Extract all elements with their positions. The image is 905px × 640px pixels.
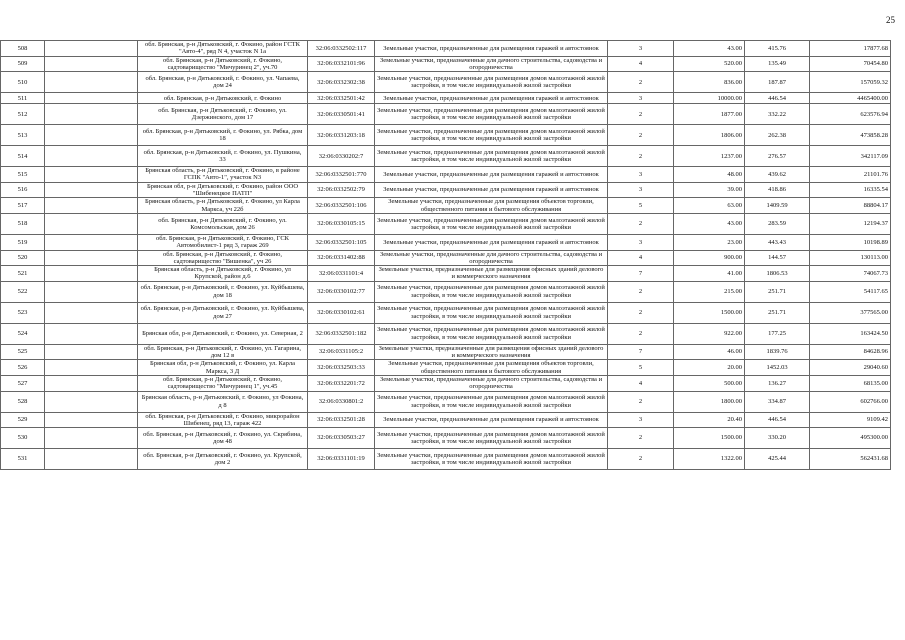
table-row: [1, 213, 891, 234]
cadastral-number-cell: 32:06:0332501:106: [308, 198, 375, 214]
area-cell: 1322.00: [674, 449, 745, 470]
specific-value-cell: 187.87: [745, 72, 810, 93]
land-use-cell: Земельные участки, предназначенные для размещения домов малоэтажной жилой застройки, в том числе индивидуальной жилой застройки: [375, 146, 608, 167]
cadastral-value-cell: 70454.80: [810, 56, 891, 72]
cadastral-number-cell: 32:06:0330102:77: [308, 281, 375, 302]
land-use-cell: Земельные участки, предназначенные для размещения объектов торговли, общественного питания и бытового обслуживания: [375, 198, 608, 214]
cadastral-value-cell: 54117.65: [810, 281, 891, 302]
address-cell: Брянская обл, р-н Дятьковский, г. Фокино, ул. Северная, 2: [138, 323, 308, 344]
group-cell: 2: [608, 213, 674, 234]
cadastral-number-cell: 32:06:0331105:2: [308, 344, 375, 360]
row-number: 528: [1, 391, 45, 412]
cadastral-number-cell: 32:06:0330202:7: [308, 146, 375, 167]
empty-cell: [45, 449, 138, 470]
cadastral-value-cell: 130113.00: [810, 250, 891, 266]
table-row: [1, 449, 891, 470]
cadastral-value-cell: 602766.00: [810, 391, 891, 412]
row-number: 521: [1, 266, 45, 282]
cadastral-value-cell: 74067.73: [810, 266, 891, 282]
specific-value-cell: 446.54: [745, 412, 810, 428]
specific-value-cell: 177.25: [745, 323, 810, 344]
group-cell: 2: [608, 449, 674, 470]
group-cell: 4: [608, 250, 674, 266]
table-row: [1, 182, 891, 198]
area-cell: 500.00: [674, 375, 745, 391]
address-cell: обл. Брянская, р-н Дятьковский, г. Фокино, район ГСТК "Авто-4", ряд N 4, участок N 1а: [138, 41, 308, 57]
area-cell: 20.00: [674, 360, 745, 376]
group-cell: 3: [608, 167, 674, 183]
area-cell: 836.00: [674, 72, 745, 93]
land-use-cell: Земельные участки, предназначенные для размещения гаражей и автостоянок: [375, 93, 608, 104]
land-use-cell: Земельные участки, предназначенные для размещения гаражей и автостоянок: [375, 167, 608, 183]
specific-value-cell: 136.27: [745, 375, 810, 391]
area-cell: 922.00: [674, 323, 745, 344]
cadastral-number-cell: 32:06:0332302:38: [308, 72, 375, 93]
specific-value-cell: 439.62: [745, 167, 810, 183]
land-use-cell: Земельные участки, предназначенные для размещения домов малоэтажной жилой застройки, в том числе индивидуальной жилой застройки: [375, 302, 608, 323]
specific-value-cell: 446.54: [745, 93, 810, 104]
group-cell: 3: [608, 41, 674, 57]
specific-value-cell: 330.20: [745, 428, 810, 449]
row-number: 525: [1, 344, 45, 360]
table-row: [1, 250, 891, 266]
group-cell: 3: [608, 93, 674, 104]
row-number: 513: [1, 125, 45, 146]
table-row: [1, 360, 891, 376]
row-number: 511: [1, 93, 45, 104]
address-cell: Брянская обл, р-н Дятьковский, г. Фокино, ул. Карла Маркса, 3 Д: [138, 360, 308, 376]
address-cell: Брянская область, р-н Дятьковский, г. Фокино, ул Крупской, район д.6: [138, 266, 308, 282]
address-cell: Брянская область, р-н Дятьковский, г. Фокино, ул Карла Маркса, уч 22б: [138, 198, 308, 214]
empty-cell: [45, 213, 138, 234]
specific-value-cell: 1452.03: [745, 360, 810, 376]
empty-cell: [45, 234, 138, 250]
cadastral-value-cell: 84628.96: [810, 344, 891, 360]
land-use-cell: Земельные участки, предназначенные для размещения домов малоэтажной жилой застройки, в том числе индивидуальной жилой застройки: [375, 391, 608, 412]
specific-value-cell: 135.49: [745, 56, 810, 72]
table-row: [1, 375, 891, 391]
specific-value-cell: 425.44: [745, 449, 810, 470]
land-use-cell: Земельные участки, предназначенные для размещения гаражей и автостоянок: [375, 182, 608, 198]
address-cell: обл. Брянская, р-н Дятьковский, г. Фокино, ул. Скрябина, дом 48: [138, 428, 308, 449]
address-cell: обл. Брянская, р-н Дятьковский, г. Фокино, ул. Крупской, дом 2: [138, 449, 308, 470]
cadastral-number-cell: 32:06:0331203:18: [308, 125, 375, 146]
cadastral-number-cell: 32:06:0332201:72: [308, 375, 375, 391]
cadastral-value-cell: 495300.00: [810, 428, 891, 449]
address-cell: Брянская обл, р-н Дятьковский, г. Фокино, район ООО "Шибенецкое ПАТП": [138, 182, 308, 198]
empty-cell: [45, 323, 138, 344]
cadastral-number-cell: 32:06:0332501:770: [308, 167, 375, 183]
specific-value-cell: 262.38: [745, 125, 810, 146]
cadastral-value-cell: 12194.37: [810, 213, 891, 234]
table-row: [1, 198, 891, 214]
specific-value-cell: 1839.76: [745, 344, 810, 360]
specific-value-cell: 334.87: [745, 391, 810, 412]
cadastral-number-cell: 32:06:0330503:27: [308, 428, 375, 449]
area-cell: 520.00: [674, 56, 745, 72]
cadastral-value-cell: 4465400.00: [810, 93, 891, 104]
page-number: 25: [886, 15, 895, 25]
table-row: [1, 344, 891, 360]
land-use-cell: Земельные участки, предназначенные для размещения домов малоэтажной жилой застройки, в том числе индивидуальной жилой застройки: [375, 281, 608, 302]
land-use-cell: Земельные участки, предназначенные для размещения гаражей и автостоянок: [375, 412, 608, 428]
empty-cell: [45, 182, 138, 198]
table-row: [1, 72, 891, 93]
table-row: [1, 391, 891, 412]
land-use-cell: Земельные участки, предназначенные для размещения домов малоэтажной жилой застройки, в том числе индивидуальной жилой застройки: [375, 323, 608, 344]
address-cell: обл. Брянская, р-н Дятьковский, г. Фокино, микрорайон Шибенец, ряд 13, гараж 422: [138, 412, 308, 428]
row-number: 526: [1, 360, 45, 376]
empty-cell: [45, 167, 138, 183]
group-cell: 5: [608, 198, 674, 214]
specific-value-cell: 283.59: [745, 213, 810, 234]
area-cell: 1806.00: [674, 125, 745, 146]
land-use-cell: Земельные участки, предназначенные для размещения домов малоэтажной жилой застройки, в том числе индивидуальной жилой застройки: [375, 428, 608, 449]
cadastral-value-cell: 88804.17: [810, 198, 891, 214]
group-cell: 4: [608, 56, 674, 72]
cadastral-value-cell: 29040.60: [810, 360, 891, 376]
land-use-cell: Земельные участки, предназначенные для размещения домов малоэтажной жилой застройки, в том числе индивидуальной жилой застройки: [375, 449, 608, 470]
area-cell: 46.00: [674, 344, 745, 360]
address-cell: обл. Брянская, р-н Дятьковский, г. Фокино, садтоварищество "Вишенка", уч 26: [138, 250, 308, 266]
specific-value-cell: 1409.59: [745, 198, 810, 214]
area-cell: 215.00: [674, 281, 745, 302]
specific-value-cell: 443.43: [745, 234, 810, 250]
row-number: 512: [1, 104, 45, 125]
empty-cell: [45, 344, 138, 360]
row-number: 515: [1, 167, 45, 183]
row-number: 519: [1, 234, 45, 250]
specific-value-cell: 332.22: [745, 104, 810, 125]
cadastral-value-cell: 623576.94: [810, 104, 891, 125]
land-use-cell: Земельные участки, предназначенные для дачного строительства, садоводства и огородничества: [375, 250, 608, 266]
table-row: [1, 428, 891, 449]
cadastral-number-cell: 32:06:0332501:182: [308, 323, 375, 344]
row-number: 530: [1, 428, 45, 449]
group-cell: 5: [608, 360, 674, 376]
empty-cell: [45, 41, 138, 57]
empty-cell: [45, 250, 138, 266]
address-cell: обл. Брянская, р-н Дятьковский, г. Фокино, ул. Чапаева, дом 24: [138, 72, 308, 93]
address-cell: Брянская область, р-н Дятьковский, г. Фокино, ул Фокина, д 8: [138, 391, 308, 412]
cadastral-number-cell: 32:06:0332502:117: [308, 41, 375, 57]
land-use-cell: Земельные участки, предназначенные для размещения гаражей и автостоянок: [375, 234, 608, 250]
row-number: 516: [1, 182, 45, 198]
table-row: [1, 302, 891, 323]
cadastral-value-cell: 377565.00: [810, 302, 891, 323]
group-cell: 2: [608, 146, 674, 167]
land-use-cell: Земельные участки, предназначенные для размещения офисных зданий делового и коммерческого назначения: [375, 266, 608, 282]
land-use-cell: Земельные участки, предназначенные для размещения домов малоэтажной жилой застройки, в том числе индивидуальной жилой застройки: [375, 104, 608, 125]
group-cell: 4: [608, 375, 674, 391]
cadastral-value-cell: 17877.68: [810, 41, 891, 57]
land-use-cell: Земельные участки, предназначенные для размещения офисных зданий делового и коммерческого назначения: [375, 344, 608, 360]
empty-cell: [45, 146, 138, 167]
specific-value-cell: 276.57: [745, 146, 810, 167]
land-use-cell: Земельные участки, предназначенные для дачного строительства, садоводства и огородничества: [375, 375, 608, 391]
table-row: [1, 93, 891, 104]
group-cell: 2: [608, 302, 674, 323]
empty-cell: [45, 412, 138, 428]
row-number: 524: [1, 323, 45, 344]
group-cell: 3: [608, 182, 674, 198]
table-row: [1, 323, 891, 344]
empty-cell: [45, 302, 138, 323]
area-cell: 41.00: [674, 266, 745, 282]
cadastral-number-cell: 32:06:0331402:88: [308, 250, 375, 266]
empty-cell: [45, 93, 138, 104]
address-cell: обл. Брянская, р-н Дятьковский, г. Фокино, ул. Гагарина, дом 12 в: [138, 344, 308, 360]
table-row: [1, 281, 891, 302]
row-number: 531: [1, 449, 45, 470]
cadastral-number-cell: 32:06:0330801:2: [308, 391, 375, 412]
cadastral-number-cell: 32:06:0330102:61: [308, 302, 375, 323]
cadastral-value-cell: 157059.32: [810, 72, 891, 93]
address-cell: обл. Брянская, р-н Дятьковский, г. Фокино: [138, 93, 308, 104]
row-number: 527: [1, 375, 45, 391]
empty-cell: [45, 391, 138, 412]
group-cell: 2: [608, 281, 674, 302]
land-use-cell: Земельные участки, предназначенные для размещения домов малоэтажной жилой застройки, в том числе индивидуальной жилой застройки: [375, 213, 608, 234]
cadastral-number-cell: 32:06:0332501:28: [308, 412, 375, 428]
row-number: 517: [1, 198, 45, 214]
row-number: 510: [1, 72, 45, 93]
group-cell: 3: [608, 412, 674, 428]
table-row: [1, 56, 891, 72]
specific-value-cell: 415.76: [745, 41, 810, 57]
row-number: 522: [1, 281, 45, 302]
cadastral-number-cell: 32:06:0331101:4: [308, 266, 375, 282]
table-row: [1, 104, 891, 125]
table-row: [1, 167, 891, 183]
table-row: [1, 125, 891, 146]
cadastral-value-cell: 9109.42: [810, 412, 891, 428]
group-cell: 7: [608, 344, 674, 360]
group-cell: 2: [608, 104, 674, 125]
cadastral-number-cell: 32:06:0332501:105: [308, 234, 375, 250]
cadastral-value-cell: 10198.89: [810, 234, 891, 250]
address-cell: обл. Брянская, р-н Дятьковский, г. Фокино, ул. Дзержинского, дом 17: [138, 104, 308, 125]
address-cell: обл. Брянская, р-н Дятьковский, г. Фокино, ул. Пушкина, 33: [138, 146, 308, 167]
cadastral-value-table: [0, 40, 891, 470]
area-cell: 20.40: [674, 412, 745, 428]
table-row: [1, 412, 891, 428]
land-use-cell: Земельные участки, предназначенные для размещения гаражей и автостоянок: [375, 41, 608, 57]
area-cell: 10000.00: [674, 93, 745, 104]
cadastral-value-cell: 21101.76: [810, 167, 891, 183]
cadastral-number-cell: 32:06:0332101:96: [308, 56, 375, 72]
cadastral-value-cell: 163424.50: [810, 323, 891, 344]
group-cell: 2: [608, 391, 674, 412]
empty-cell: [45, 125, 138, 146]
row-number: 520: [1, 250, 45, 266]
land-use-cell: Земельные участки, предназначенные для размещения домов малоэтажной жилой застройки, в том числе индивидуальной жилой застройки: [375, 125, 608, 146]
cadastral-number-cell: 32:06:0330501:41: [308, 104, 375, 125]
empty-cell: [45, 198, 138, 214]
cadastral-number-cell: 32:06:0332502:79: [308, 182, 375, 198]
row-number: 514: [1, 146, 45, 167]
address-cell: Брянская область, р-н Дятьковский, г. Фокино, в районе ГСПК "Авто-1", участок N3: [138, 167, 308, 183]
area-cell: 23.00: [674, 234, 745, 250]
area-cell: 43.00: [674, 213, 745, 234]
group-cell: 7: [608, 266, 674, 282]
cadastral-number-cell: 32:06:0331101:19: [308, 449, 375, 470]
area-cell: 63.00: [674, 198, 745, 214]
address-cell: обл. Брянская, р-н Дятьковский, г. Фокино, ул. Рябка, дом 18: [138, 125, 308, 146]
table-row: [1, 41, 891, 57]
specific-value-cell: 144.57: [745, 250, 810, 266]
address-cell: обл. Брянская, р-н Дятьковский, г. Фокино, ул. Комсомольская, дом 26: [138, 213, 308, 234]
area-cell: 1237.00: [674, 146, 745, 167]
empty-cell: [45, 72, 138, 93]
row-number: 523: [1, 302, 45, 323]
empty-cell: [45, 428, 138, 449]
specific-value-cell: 1806.53: [745, 266, 810, 282]
specific-value-cell: 251.71: [745, 302, 810, 323]
group-cell: 2: [608, 125, 674, 146]
table-row: [1, 146, 891, 167]
address-cell: обл. Брянская, р-н Дятьковский, г. Фокино, ГСК Автомобилист-1 ряд 3, гараж 269: [138, 234, 308, 250]
table-row: [1, 266, 891, 282]
area-cell: 1500.00: [674, 302, 745, 323]
row-number: 529: [1, 412, 45, 428]
row-number: 509: [1, 56, 45, 72]
group-cell: 2: [608, 323, 674, 344]
group-cell: 2: [608, 428, 674, 449]
area-cell: 1500.00: [674, 428, 745, 449]
cadastral-value-cell: 342117.09: [810, 146, 891, 167]
land-use-cell: Земельные участки, предназначенные для дачного строительства, садоводства и огородничества: [375, 56, 608, 72]
cadastral-value-cell: 68135.00: [810, 375, 891, 391]
address-cell: обл. Брянская, р-н Дятьковский, г. Фокино, садтоварищество "Мичуринец 1", уч.45: [138, 375, 308, 391]
empty-cell: [45, 266, 138, 282]
empty-cell: [45, 360, 138, 376]
area-cell: 39.00: [674, 182, 745, 198]
address-cell: обл. Брянская, р-н Дятьковский, г. Фокино, ул. Куйбышева, дом 27: [138, 302, 308, 323]
group-cell: 3: [608, 234, 674, 250]
area-cell: 1800.00: [674, 391, 745, 412]
land-use-cell: Земельные участки, предназначенные для размещения домов малоэтажной жилой застройки, в том числе индивидуальной жилой застройки: [375, 72, 608, 93]
empty-cell: [45, 281, 138, 302]
empty-cell: [45, 56, 138, 72]
cadastral-number-cell: 32:06:0330105:15: [308, 213, 375, 234]
area-cell: 48.00: [674, 167, 745, 183]
row-number: 518: [1, 213, 45, 234]
cadastral-number-cell: 32:06:0332501:42: [308, 93, 375, 104]
area-cell: 43.00: [674, 41, 745, 57]
specific-value-cell: 418.86: [745, 182, 810, 198]
cadastral-value-cell: 473858.28: [810, 125, 891, 146]
table-row: [1, 234, 891, 250]
empty-cell: [45, 104, 138, 125]
cadastral-number-cell: 32:06:0332503:33: [308, 360, 375, 376]
specific-value-cell: 251.71: [745, 281, 810, 302]
cadastral-value-cell: 562431.68: [810, 449, 891, 470]
row-number: 508: [1, 41, 45, 57]
group-cell: 2: [608, 72, 674, 93]
area-cell: 900.00: [674, 250, 745, 266]
land-use-cell: Земельные участки, предназначенные для размещения объектов торговли, общественного питания и бытового обслуживания: [375, 360, 608, 376]
area-cell: 1877.00: [674, 104, 745, 125]
table-body: [1, 41, 891, 470]
address-cell: обл. Брянская, р-н Дятьковский, г. Фокино, садтоварищество "Мичуринец 2", уч.70: [138, 56, 308, 72]
cadastral-value-cell: 16335.54: [810, 182, 891, 198]
empty-cell: [45, 375, 138, 391]
address-cell: обл. Брянская, р-н Дятьковский, г. Фокино, ул. Куйбышева, дом 18: [138, 281, 308, 302]
